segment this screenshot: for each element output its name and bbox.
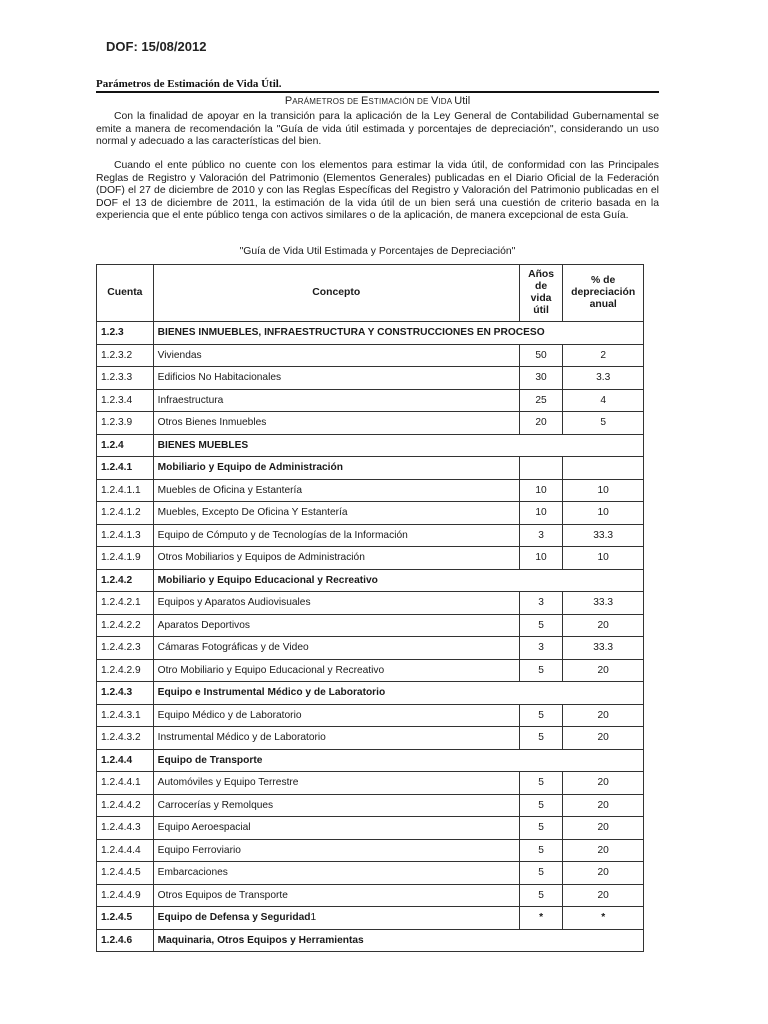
concepto-cell: Otros Bienes Inmuebles — [153, 412, 519, 435]
subtitle-p: P — [284, 95, 293, 107]
concepto-cell: Equipo Médico y de Laboratorio — [153, 704, 519, 727]
concepto-cell: BIENES INMUEBLES, INFRAESTRUCTURA Y CONSTRUCCIONES EN PROCESO — [153, 322, 643, 345]
anios-cell: 5 — [519, 839, 563, 862]
porcentaje-cell: 10 — [563, 479, 644, 502]
anios-cell: 3 — [519, 592, 563, 615]
porcentaje-cell: 10 — [563, 547, 644, 570]
anios-cell: 5 — [519, 862, 563, 885]
depreciation-table — [96, 264, 644, 952]
table-row — [97, 479, 644, 502]
table-row — [97, 794, 644, 817]
table-row — [97, 659, 644, 682]
cuenta-cell: 1.2.4.3.2 — [97, 727, 154, 750]
header-porcentaje: % de depreciación anual — [563, 265, 644, 322]
concepto-cell: Aparatos Deportivos — [153, 614, 519, 637]
porcentaje-cell: 33.3 — [563, 592, 644, 615]
porcentaje-cell: 20 — [563, 862, 644, 885]
cuenta-cell: 1.2.4.2.2 — [97, 614, 154, 637]
table-row — [97, 592, 644, 615]
anios-cell: 5 — [519, 817, 563, 840]
concepto-cell: Instrumental Médico y de Laboratorio — [153, 727, 519, 750]
table-header-row — [97, 265, 644, 322]
anios-cell: 10 — [519, 547, 563, 570]
concepto-cell — [153, 907, 519, 930]
concepto-cell: Equipo Ferroviario — [153, 839, 519, 862]
anios-cell: 5 — [519, 704, 563, 727]
cuenta-cell: 1.2.4.4 — [97, 749, 154, 772]
anios-cell: 10 — [519, 479, 563, 502]
header-concepto: Concepto — [153, 265, 519, 322]
concepto-cell: Equipo de Cómputo y de Tecnologías de la Información — [153, 524, 519, 547]
concepto-text: Equipo de Defensa y Seguridad — [157, 912, 311, 924]
intro-paragraph: Con la finalidad de apoyar en la transición para la aplicación de la Ley General de Contabilidad Gubernamental se emite a manera de recomendación la "Guía de vida útil estimada y porcentajes de depreciación", considerando un uso normal y adecuado a las características del bien. — [96, 111, 659, 148]
cuenta-cell: 1.2.4.2.3 — [97, 637, 154, 660]
subtitle-u: Util — [454, 95, 471, 107]
cuenta-cell: 1.2.4.3 — [97, 682, 154, 705]
anios-cell: 10 — [519, 502, 563, 525]
cuenta-cell: 1.2.3.4 — [97, 389, 154, 412]
table-row — [97, 817, 644, 840]
concepto-cell: Maquinaria, Otros Equipos y Herramientas — [153, 929, 643, 952]
table-row — [97, 547, 644, 570]
concepto-cell: Carrocerías y Remolques — [153, 794, 519, 817]
section-title: Parámetros de Estimación de Vida Útil. — [96, 78, 659, 93]
cuenta-cell: 1.2.4.1.9 — [97, 547, 154, 570]
concepto-cell: Otro Mobiliario y Equipo Educacional y Recreativo — [153, 659, 519, 682]
table-row — [97, 907, 644, 930]
table-row — [97, 704, 644, 727]
cuenta-cell: 1.2.4.1 — [97, 457, 154, 480]
footnote-marker: 1 — [310, 912, 317, 924]
concepto-cell: Viviendas — [153, 344, 519, 367]
concepto-cell: Otros Mobiliarios y Equipos de Administración — [153, 547, 519, 570]
anios-cell: 3 — [519, 637, 563, 660]
porcentaje-cell: 3.3 — [563, 367, 644, 390]
anios-cell: 5 — [519, 772, 563, 795]
cuenta-cell: 1.2.3.9 — [97, 412, 154, 435]
table-row — [97, 614, 644, 637]
subtitle-v: V — [430, 95, 439, 107]
concepto-cell: Muebles, Excepto De Oficina Y Estantería — [153, 502, 519, 525]
porcentaje-cell: 5 — [563, 412, 644, 435]
table-row — [97, 524, 644, 547]
concepto-cell: Equipos y Aparatos Audiovisuales — [153, 592, 519, 615]
concepto-cell: Muebles de Oficina y Estantería — [153, 479, 519, 502]
anios-cell: 5 — [519, 794, 563, 817]
anios-cell: 50 — [519, 344, 563, 367]
concepto-cell: Otros Equipos de Transporte — [153, 884, 519, 907]
concepto-cell: Edificios No Habitacionales — [153, 367, 519, 390]
table-row — [97, 772, 644, 795]
concepto-cell: Mobiliario y Equipo de Administración — [153, 457, 519, 480]
porcentaje-cell: 20 — [563, 839, 644, 862]
anios-cell: 25 — [519, 389, 563, 412]
anios-cell: 20 — [519, 412, 563, 435]
table-row — [97, 389, 644, 412]
anios-cell: 5 — [519, 614, 563, 637]
cuenta-cell: 1.2.4.4.4 — [97, 839, 154, 862]
anios-cell: 5 — [519, 727, 563, 750]
porcentaje-cell: 20 — [563, 794, 644, 817]
concepto-cell: BIENES MUEBLES — [153, 434, 643, 457]
table-body — [97, 322, 644, 952]
table-row — [97, 322, 644, 345]
subtitle-arametros: ARÁMETROS DE — [292, 97, 362, 106]
cuenta-cell: 1.2.4 — [97, 434, 154, 457]
cuenta-cell: 1.2.4.1.1 — [97, 479, 154, 502]
cuenta-cell: 1.2.4.2 — [97, 569, 154, 592]
cuenta-cell: 1.2.4.4.5 — [97, 862, 154, 885]
table-row — [97, 457, 644, 480]
porcentaje-cell: * — [563, 907, 644, 930]
cuenta-cell: 1.2.4.3.1 — [97, 704, 154, 727]
header-anios: Años de vida útil — [519, 265, 563, 322]
criteria-paragraph: Cuando el ente público no cuente con los elementos para estimar la vida útil, de conformidad con las Principales Reglas de Registro y Valoración del Patrimonio (Elementos Generales) publicadas en el Diario Oficial de la Federación (DOF) el 27 de diciembre de 2010 y con las Reglas Específicas del Registro y Valoración del Patrimonio publicadas en el DOF el 13 de diciembre de 2011, la estimación de la vida útil de un bien será una cuestión de criterio basada en la experiencia que el ente público tenga con activos similares o de la aplicación, de manera excepcional de esta Guía. — [96, 160, 659, 222]
header-cuenta: Cuenta — [97, 265, 154, 322]
anios-cell — [519, 457, 563, 480]
table-row — [97, 502, 644, 525]
table-row — [97, 367, 644, 390]
table-row — [97, 749, 644, 772]
porcentaje-cell: 33.3 — [563, 637, 644, 660]
porcentaje-cell: 33.3 — [563, 524, 644, 547]
concepto-cell: Equipo de Transporte — [153, 749, 643, 772]
guide-title: "Guía de Vida Util Estimada y Porcentajes de Depreciación" — [239, 246, 516, 257]
cuenta-cell: 1.2.3 — [97, 322, 154, 345]
table-row — [97, 434, 644, 457]
cuenta-cell: 1.2.4.6 — [97, 929, 154, 952]
subtitle-ida: IDA — [438, 97, 455, 106]
table-row — [97, 682, 644, 705]
cuenta-cell: 1.2.4.5 — [97, 907, 154, 930]
porcentaje-cell: 4 — [563, 389, 644, 412]
concepto-cell: Equipo Aeroespacial — [153, 817, 519, 840]
anios-cell: 3 — [519, 524, 563, 547]
porcentaje-cell: 20 — [563, 727, 644, 750]
cuenta-cell: 1.2.4.2.9 — [97, 659, 154, 682]
porcentaje-cell: 20 — [563, 704, 644, 727]
anios-cell: 30 — [519, 367, 563, 390]
table-row — [97, 569, 644, 592]
table-row — [97, 344, 644, 367]
porcentaje-cell: 20 — [563, 884, 644, 907]
cuenta-cell: 1.2.3.3 — [97, 367, 154, 390]
concepto-cell: Cámaras Fotográficas y de Video — [153, 637, 519, 660]
porcentaje-cell: 20 — [563, 817, 644, 840]
table-row — [97, 727, 644, 750]
porcentaje-cell: 20 — [563, 614, 644, 637]
table-row — [97, 862, 644, 885]
subtitle-stimacion: STIMACIÓN DE — [368, 97, 431, 106]
concepto-cell: Mobiliario y Equipo Educacional y Recreativo — [153, 569, 643, 592]
cuenta-cell: 1.2.3.2 — [97, 344, 154, 367]
anios-cell: * — [519, 907, 563, 930]
anios-cell: 5 — [519, 659, 563, 682]
anios-cell: 5 — [519, 884, 563, 907]
cuenta-cell: 1.2.4.2.1 — [97, 592, 154, 615]
table-row — [97, 839, 644, 862]
cuenta-cell: 1.2.4.4.1 — [97, 772, 154, 795]
table-row — [97, 412, 644, 435]
table-row — [97, 929, 644, 952]
cuenta-cell: 1.2.4.1.3 — [97, 524, 154, 547]
porcentaje-cell: 2 — [563, 344, 644, 367]
document-subtitle — [96, 95, 659, 107]
cuenta-cell: 1.2.4.4.9 — [97, 884, 154, 907]
concepto-cell: Automóviles y Equipo Terrestre — [153, 772, 519, 795]
cuenta-cell: 1.2.4.4.2 — [97, 794, 154, 817]
concepto-cell: Embarcaciones — [153, 862, 519, 885]
table-row — [97, 884, 644, 907]
dof-date: DOF: 15/08/2012 — [106, 39, 207, 54]
concepto-cell: Infraestructura — [153, 389, 519, 412]
porcentaje-cell — [563, 457, 644, 480]
table-row — [97, 637, 644, 660]
concepto-cell: Equipo e Instrumental Médico y de Laboratorio — [153, 682, 643, 705]
subtitle-e: E — [361, 95, 369, 107]
porcentaje-cell: 20 — [563, 659, 644, 682]
porcentaje-cell: 10 — [563, 502, 644, 525]
cuenta-cell: 1.2.4.1.2 — [97, 502, 154, 525]
porcentaje-cell: 20 — [563, 772, 644, 795]
cuenta-cell: 1.2.4.4.3 — [97, 817, 154, 840]
